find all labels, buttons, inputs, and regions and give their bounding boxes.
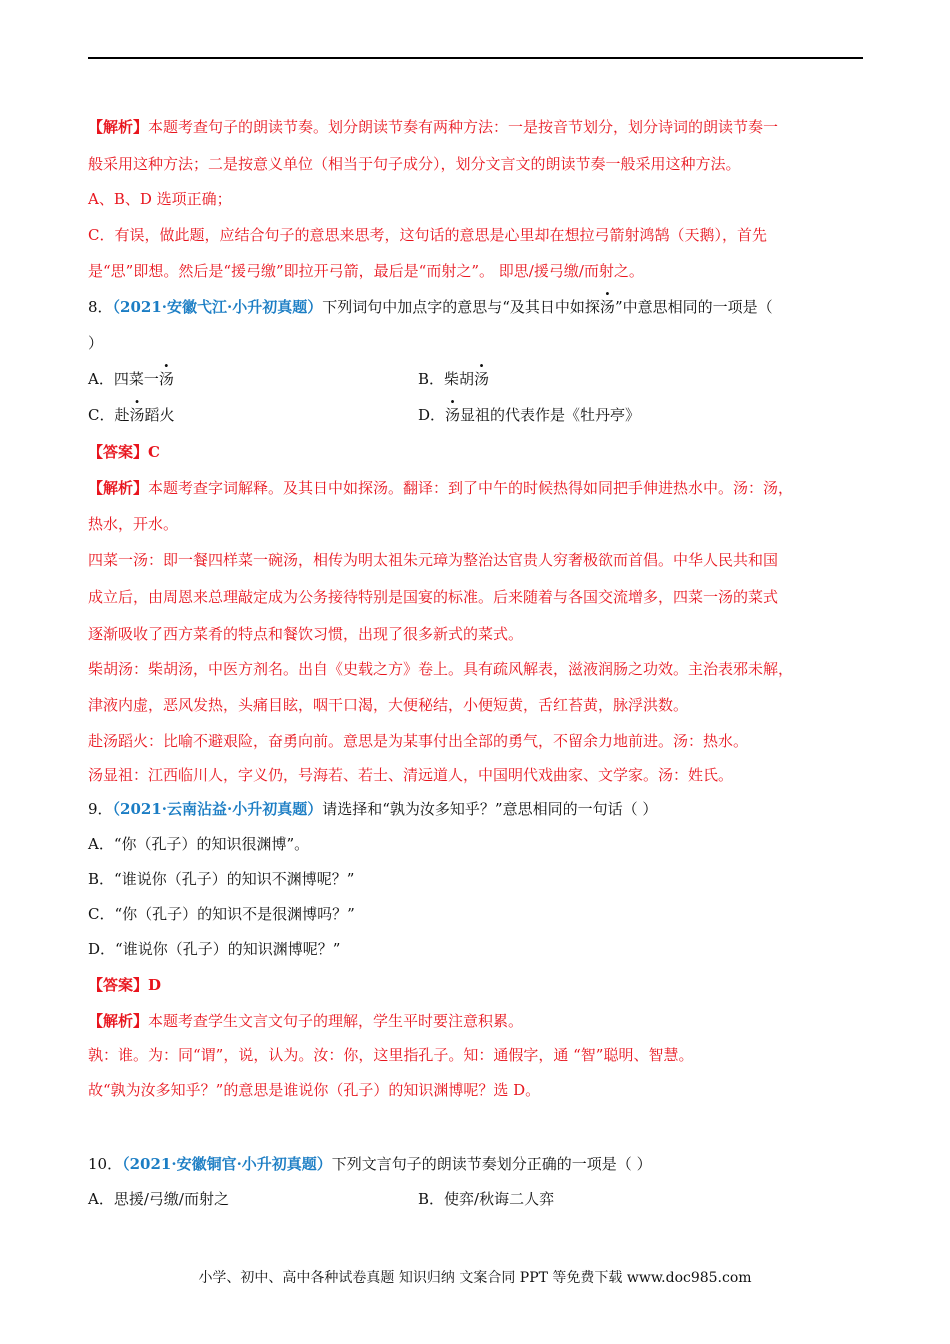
q7-line5: 是“思”即想。然后是“援弓缴”即拉开弓箭，最后是“而射之”。 即思/援弓缴/而射之。 <box>88 262 644 280</box>
q9-answer: 【答案】D <box>88 976 162 994</box>
q8-stem: 8．（2021·安徽弋江·小升初真题）下列词句中加点字的意思与“及其日中如探汤”中意思相同的一项是（ <box>88 298 773 316</box>
q9-para2: 故“孰为汝多知乎？”的意思是谁说你（孔子）的知识渊博呢？选 D。 <box>88 1081 541 1099</box>
q7-line3: A、B、D 选项正确； <box>88 190 232 208</box>
q8-para4: 汤显祖：江西临川人，字义仍，号海若、若士、清远道人，中国明代戏曲家、文学家。汤：姓氏。 <box>88 766 734 784</box>
q8-option-d: D．汤显祖的代表作是《牡丹亭》 <box>418 406 641 424</box>
q8-option-a: A．四菜一汤 <box>88 370 174 388</box>
q8-para2-line2: 津液内虚，恶风发热，头痛目眩，咽干口渴，大便秘结，小便短黄，舌红苔黄，脉浮洪数。 <box>88 696 689 714</box>
q8-jiexi-line2: 热水，开水。 <box>88 515 179 533</box>
q9-stem: 9．（2021·云南沾益·小升初真题）请选择和“孰为汝多知乎？”意思相同的一句话（ ） <box>88 800 658 818</box>
page-footer: 小学、初中、高中各种试卷真题 知识归纳 文案合同 PPT 等免费下载 www.doc985.com <box>198 1270 752 1286</box>
q8-para2-line1: 柴胡汤：柴胡汤，中医方剂名。出自《史载之方》卷上。具有疏风解表，滋液润肠之功效。主治表邪未解， <box>88 660 794 678</box>
q9-jiexi: 【解析】本题考查学生文言文句子的理解，学生平时要注意积累。 <box>88 1012 524 1030</box>
q8-para3: 赴汤蹈火：比喻不避艰险，奋勇向前。意思是为某事付出全部的勇气，不留余力地前进。汤：热水。 <box>88 732 749 750</box>
q8-answer: 【答案】C <box>88 443 160 461</box>
q10-option-b: B．使弈/秋诲二人弈 <box>418 1190 555 1208</box>
q8-jiexi-line1: 【解析】本题考查字词解释。及其日中如探汤。翻译：到了中午的时候热得如同把手伸进热水中。汤：汤， <box>88 479 794 497</box>
q9-option-d: D．“谁说你（孔子）的知识渊博呢？” <box>88 940 341 958</box>
q8-stem-line2: ） <box>88 334 104 352</box>
q8-para1-line3: 逐渐吸收了西方菜肴的特点和餐饮习惯，出现了很多新式的菜式。 <box>88 625 524 643</box>
q10-stem: 10．（2021·安徽铜官·小升初真题）下列文言句子的朗读节奏划分正确的一项是（ ） <box>88 1155 652 1173</box>
header-rule <box>88 57 863 59</box>
q9-option-c: C．“你（孔子）的知识不是很渊博吗？” <box>88 905 355 923</box>
q9-option-b: B．“谁说你（孔子）的知识不渊博呢？” <box>88 870 355 888</box>
q8-option-b: B．柴胡汤 <box>418 370 490 388</box>
q8-para1-line1: 四菜一汤：即一餐四样菜一碗汤，相传为明太祖朱元璋为整治达官贵人穷奢极欲而首倡。中华人民共和国 <box>88 551 779 569</box>
q9-option-a: A．“你（孔子）的知识很渊博”。 <box>88 835 310 853</box>
q7-line4: C．有误，做此题，应结合句子的意思来思考，这句话的意思是心里却在想拉弓箭射鸿鹄（天鹅），首先 <box>88 226 767 244</box>
q10-option-a: A．思援/弓缴/而射之 <box>88 1190 229 1208</box>
q8-option-c: C．赴汤蹈火 <box>88 406 175 424</box>
q8-para1-line2: 成立后，由周恩来总理敲定成为公务接待特别是国宴的标准。后来随着与各国交流增多，四菜一汤的菜式 <box>88 588 779 606</box>
q9-para1: 孰：谁。为：同“谓”，说，认为。汝：你，这里指孔子。知：通假字，通 “智”聪明、智慧。 <box>88 1046 694 1064</box>
q7-jiexi-line2: 般采用这种方法；二是按意义单位（相当于句子成分），划分文言文的朗读节奏一般采用这种方法。 <box>88 155 741 173</box>
q7-jiexi-line1: 【解析】本题考查句子的朗读节奏。划分朗读节奏有两种方法：一是按音节划分，划分诗词的朗读节奏一 <box>88 118 779 136</box>
